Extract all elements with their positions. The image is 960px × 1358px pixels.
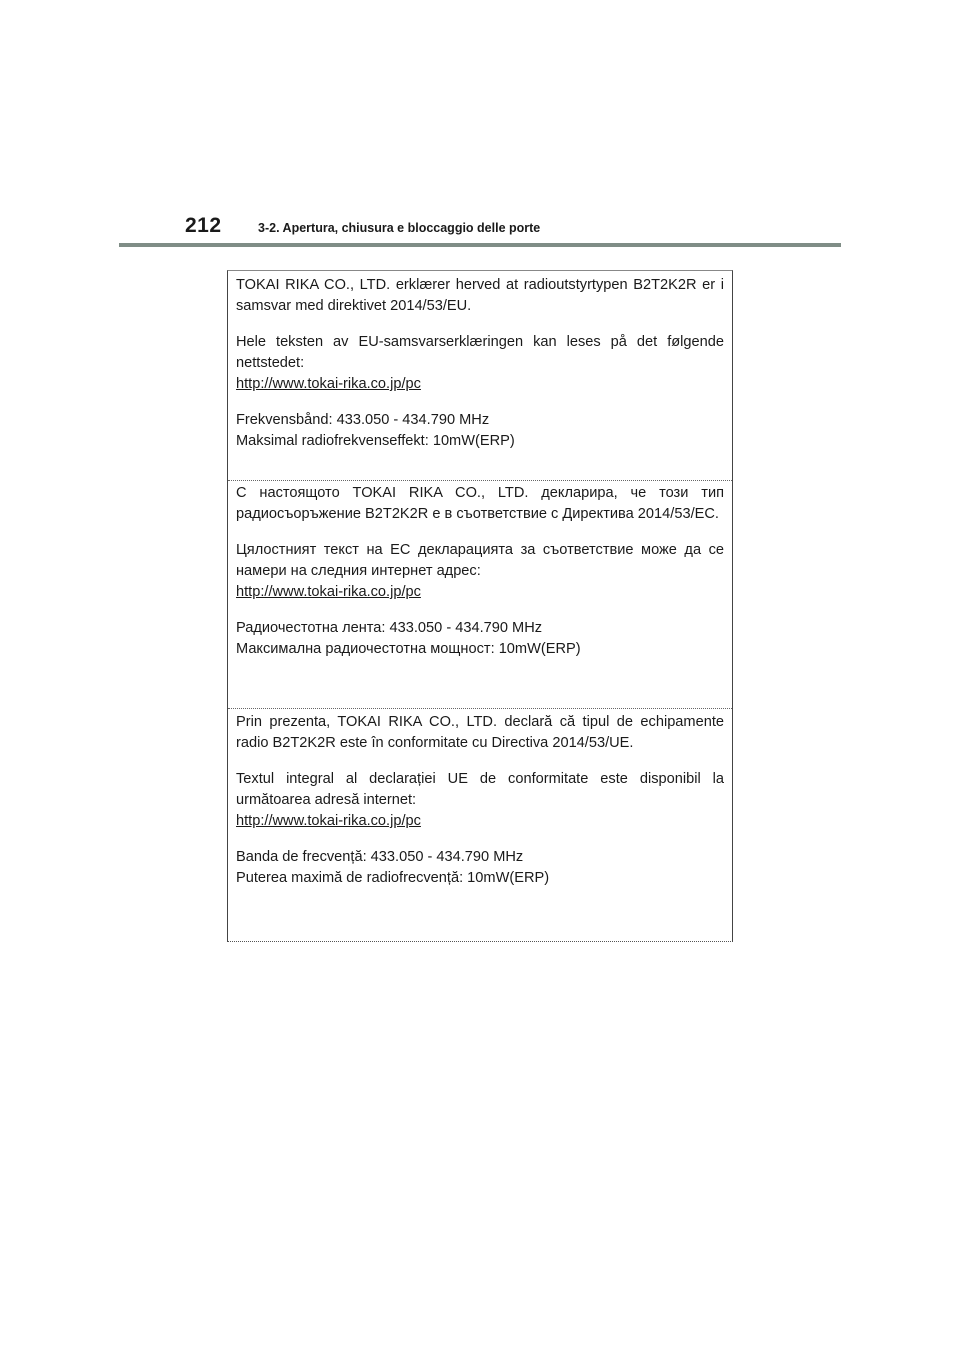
declaration-link[interactable]: http://www.tokai-rika.co.jp/pc [236,813,421,829]
header-rule [119,243,841,247]
declaration-text: TOKAI RIKA CO., LTD. erklærer herved at radioutstyrtypen B2T2K2R er i samsvar med direktivet 2014/53/EU. [236,277,724,314]
declaration-link[interactable]: http://www.tokai-rika.co.jp/pc [236,376,421,392]
section-bulgarian [228,483,732,660]
full-text-note: Textul integral al declarației UE de conformitate este disponibil la următoarea adresă internet: [236,771,724,808]
section-divider [228,708,732,709]
full-text-note: Цялостният текст на ЕС декларацията за съответствие може да се намери на следния интернет адрес: [236,542,724,579]
section-title: 3-2. Apertura, chiusura e bloccaggio delle porte [258,221,541,235]
declaration-text: Prin prezenta, TOKAI RIKA CO., LTD. declară că tipul de echipamente radio B2T2K2R este în conformitate cu Directiva 2014/53/UE. [236,714,724,751]
max-power: Puterea maximă de radiofrecvență: 10mW(ERP) [236,870,550,886]
frequency-band: Радиочестотна лента: 433.050 - 434.790 MHz [236,620,543,636]
page-number: 212 [185,214,222,237]
max-power: Максимална радиочестотна мощност: 10mW(ERP) [236,641,581,657]
max-power: Maksimal radiofrekvenseffekt: 10mW(ERP) [236,433,515,449]
full-text-note: Hele teksten av EU-samsvarserklæringen kan leses på det følgende nettstedet: [236,334,724,371]
section-romanian [228,712,732,889]
declaration-text: С настоящото TOKAI RIKA CO., LTD. декларира, че този тип радиосъоръжение B2T2K2R е в съответствие с Директива 2014/53/ЕС. [236,485,724,522]
frequency-band: Banda de frecvență: 433.050 - 434.790 MHz [236,849,524,865]
declaration-link[interactable]: http://www.tokai-rika.co.jp/pc [236,584,421,600]
declaration-box [227,270,733,942]
section-norwegian [228,275,732,452]
section-divider [228,480,732,481]
frequency-band: Frekvensbånd: 433.050 - 434.790 MHz [236,412,490,428]
